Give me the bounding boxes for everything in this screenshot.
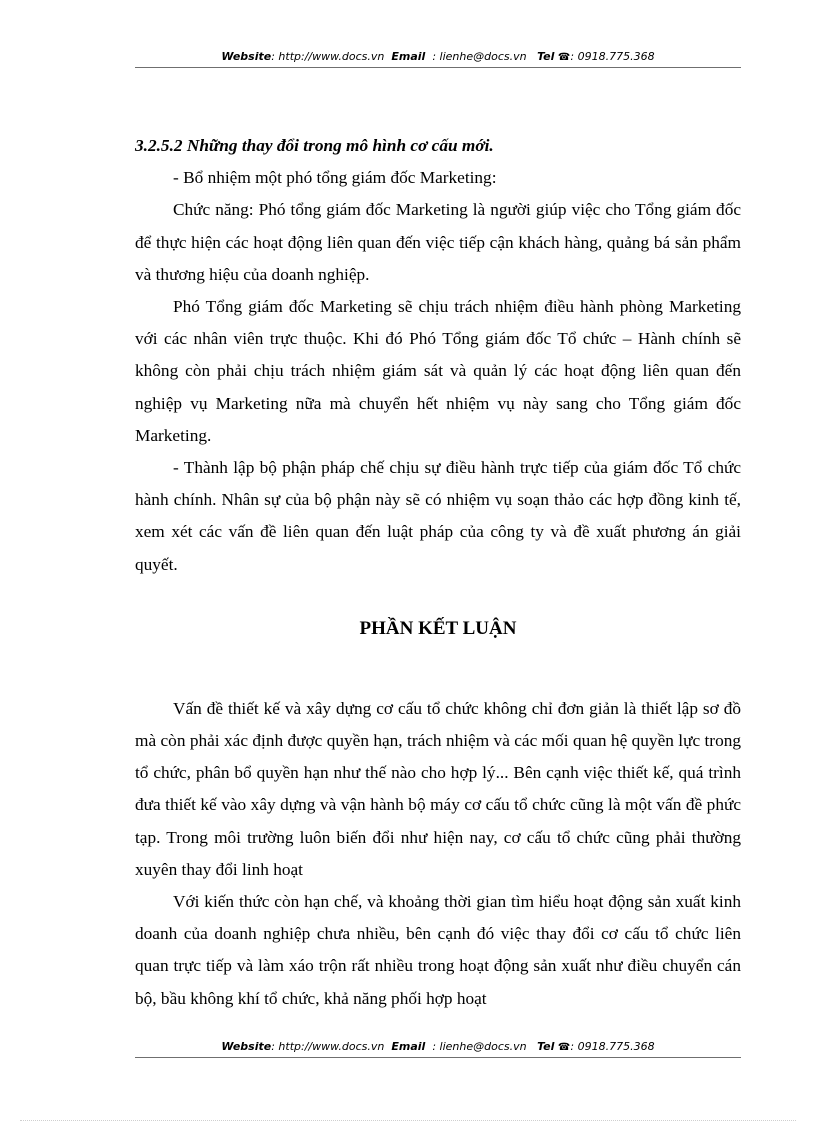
footer-email-link[interactable]: : lienhe@docs.vn (432, 1040, 527, 1053)
section-paragraph: Phó Tổng giám đốc Marketing sẽ chịu trách nhiệm điều hành phòng Marketing với các nhân viên trực thuộc. Khi đó Phó Tổng giám đốc Tổ chức – Hành chính sẽ không còn phải chịu trách nhiệm giám sát và quản lý các hoạt động liên quan đến nghiệp vụ Marketing nữa mà chuyển hết nhiệm vụ này sang cho Tổng giám đốc Marketing. (135, 297, 741, 445)
section-paragraph: - Bổ nhiệm một phó tổng giám đốc Marketing: (173, 168, 497, 188)
header-website-label: Website (221, 50, 272, 63)
header-website-link[interactable]: : http://www.docs.vn (271, 50, 385, 63)
section-paragraph: Chức năng: Phó tổng giám đốc Marketing là người giúp việc cho Tổng giám đốc để thực hiện các hoạt động liên quan đến việc tiếp cận khách hàng, quảng bá sản phẩm và thương hiệu của doanh nghiệp. (135, 200, 741, 284)
header-divider (135, 67, 741, 68)
header-email-label: Email (391, 50, 426, 63)
phone-icon: ☎ (557, 52, 571, 63)
page-header (135, 50, 741, 65)
header-tel-value: : 0918.775.368 (570, 50, 655, 63)
page-footer (135, 1040, 741, 1055)
page-bottom-dotted-line (20, 1120, 796, 1121)
phone-icon: ☎ (557, 1042, 571, 1053)
document-body (135, 130, 741, 1015)
conclusion-title: PHẦN KẾT LUẬN (359, 617, 517, 639)
header-tel-label: Tel (537, 50, 555, 63)
section-heading: 3.2.5.2 Những thay đổi trong mô hình cơ cấu mới. (135, 136, 494, 155)
footer-tel-value: : 0918.775.368 (570, 1040, 655, 1053)
footer-tel-label: Tel (537, 1040, 555, 1053)
footer-website-link[interactable]: : http://www.docs.vn (271, 1040, 385, 1053)
header-email-link[interactable]: : lienhe@docs.vn (432, 50, 527, 63)
section-paragraph: - Thành lập bộ phận pháp chế chịu sự điều hành trực tiếp của giám đốc Tổ chức hành chính. Nhân sự của bộ phận này sẽ có nhiệm vụ soạn thảo các hợp đồng kinh tế, xem xét các vấn đề liên quan đến luật pháp của công ty và đề xuất phương án giải quyết. (135, 458, 741, 574)
footer-divider (135, 1057, 741, 1058)
conclusion-paragraph: Vấn đề thiết kế và xây dựng cơ cấu tổ chức không chỉ đơn giản là thiết lập sơ đồ mà còn phải xác định được quyền hạn, trách nhiệm và các mối quan hệ quyền lực trong tổ chức, phân bổ quyền hạn như thế nào cho hợp lý... Bên cạnh việc thiết kế, quá trình đưa thiết kế vào xây dựng và vận hành bộ máy cơ cấu tổ chức cũng là một vấn đề phức tạp. Trong môi trường luôn biến đổi như hiện nay, cơ cấu tổ chức cũng phải thường xuyên thay đổi linh hoạt (135, 698, 741, 879)
conclusion-paragraph: Với kiến thức còn hạn chế, và khoảng thời gian tìm hiểu hoạt động sản xuất kinh doanh của doanh nghiệp chưa nhiều, bên cạnh đó việc thay đổi cơ cấu tổ chức liên quan trực tiếp và làm xáo trộn rất nhiều trong hoạt động sản xuất như điều chuyển cán bộ, bầu không khí tổ chức, khả năng phối hợp hoạt (135, 892, 741, 1008)
footer-email-label: Email (391, 1040, 426, 1053)
footer-website-label: Website (221, 1040, 272, 1053)
